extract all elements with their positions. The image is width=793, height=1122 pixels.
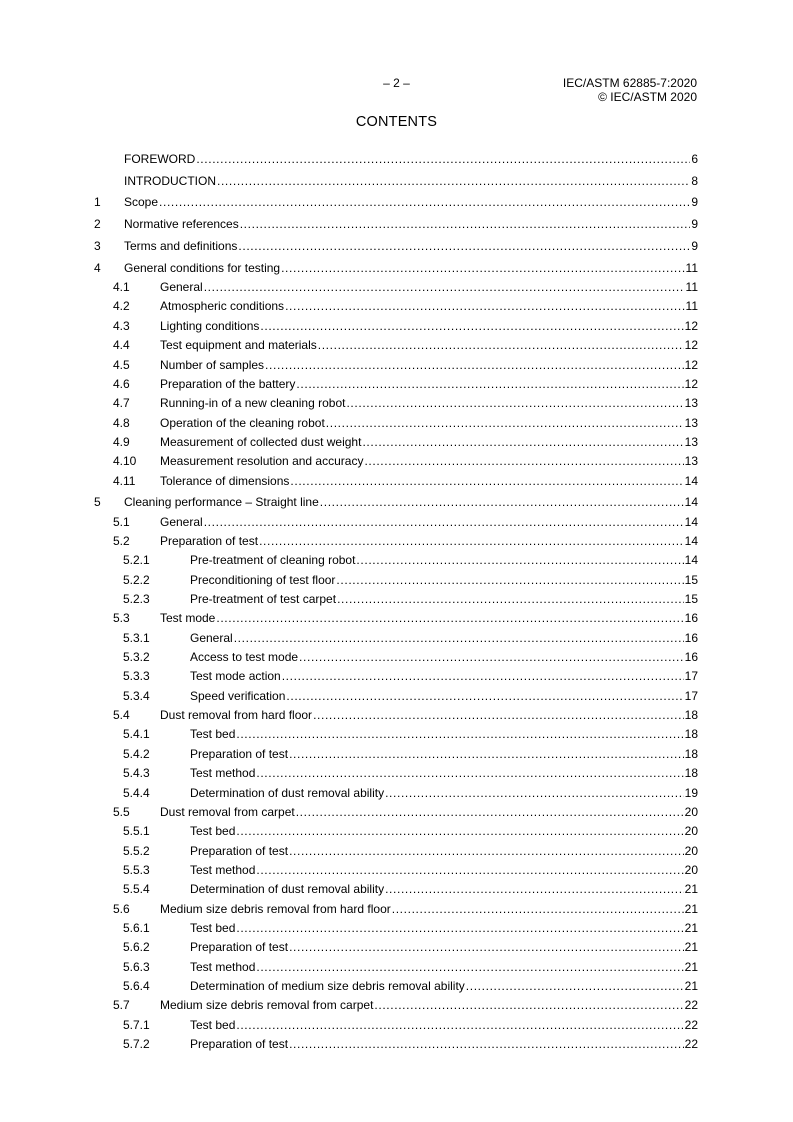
toc-entry-number: 4.10: [113, 454, 137, 469]
toc-entry[interactable]: [94, 896, 698, 915]
toc-entry-title: Speed verification: [190, 688, 286, 703]
toc-dot-leader: [290, 476, 683, 488]
toc-entry[interactable]: [94, 231, 698, 253]
toc-entry-title: Access to test mode: [190, 650, 299, 665]
toc-entry-page: 18: [684, 746, 698, 761]
toc-entry[interactable]: [94, 741, 698, 760]
toc-entry-page: 22: [684, 1036, 698, 1051]
toc-entry-number: 5.7.1: [123, 1017, 150, 1032]
toc-entry-title: Measurement resolution and accuracy: [160, 454, 364, 469]
toc-entry[interactable]: [94, 410, 698, 429]
toc-entry-title: Lighting conditions: [160, 318, 260, 333]
toc-entry-number: 5.2: [113, 534, 130, 549]
toc-dot-leader: [289, 942, 684, 954]
toc-dot-leader: [281, 263, 684, 275]
toc-dot-leader: [296, 379, 683, 391]
document-identifier: [563, 76, 697, 104]
toc-entry-title: Test mode action: [190, 669, 281, 684]
toc-entry-page: 21: [684, 920, 698, 935]
toc-entry-page: 21: [684, 882, 698, 897]
toc-entry-title: Test mode: [160, 611, 216, 626]
toc-entry-page: 8: [691, 173, 698, 188]
toc-entry-page: 13: [684, 454, 698, 469]
toc-entry-page: 16: [684, 630, 698, 645]
toc-entry-number: 5.4.3: [123, 766, 150, 781]
toc-entry-number: 5.3.2: [123, 650, 150, 665]
toc-entry-page: 13: [684, 396, 698, 411]
toc-entry-number: 5.2.3: [123, 592, 150, 607]
toc-entry-title: Determination of dust removal ability: [190, 882, 385, 897]
toc-entry[interactable]: [94, 391, 698, 410]
toc-entry-page: 12: [684, 318, 698, 333]
toc-dot-leader: [159, 197, 690, 209]
toc-entry-title: General conditions for testing: [124, 260, 281, 275]
toc-entry-number: 5.3.3: [123, 669, 150, 684]
toc-entry-number: 5.5: [113, 804, 130, 819]
toc-entry-number: 5.6.3: [123, 959, 150, 974]
toc-dot-leader: [236, 923, 683, 935]
toc-entry-number: 4.9: [113, 434, 130, 449]
toc-entry-number: 5.1: [113, 514, 130, 529]
toc-entry-page: 9: [691, 195, 698, 210]
toc-entry-title: Pre-treatment of cleaning robot: [190, 553, 356, 568]
toc-entry-title: Operation of the cleaning robot: [160, 415, 325, 430]
toc-dot-leader: [289, 846, 684, 858]
toc-dot-leader: [299, 652, 684, 664]
toc-entry[interactable]: [94, 761, 698, 780]
toc-entry[interactable]: [94, 858, 698, 877]
toc-entry[interactable]: [94, 780, 698, 799]
toc-entry-number: 3: [94, 238, 101, 253]
toc-entry-title: Normative references: [124, 217, 239, 232]
toc-dot-leader: [289, 1039, 684, 1051]
toc-entry-page: 18: [684, 766, 698, 781]
toc-entry-number: 5.6.4: [123, 978, 150, 993]
toc-entry[interactable]: [94, 935, 698, 954]
toc-entry-title: Test method: [190, 862, 256, 877]
toc-entry-title: Preparation of test: [160, 534, 259, 549]
toc-entry-page: 20: [684, 824, 698, 839]
toc-entry[interactable]: [94, 166, 698, 188]
toc-dot-leader: [256, 865, 683, 877]
toc-dot-leader: [296, 807, 684, 819]
toc-entry-title: Test bed: [190, 727, 236, 742]
toc-entry-page: 6: [691, 151, 698, 166]
toc-entry-page: 20: [684, 804, 698, 819]
toc-entry[interactable]: [94, 606, 698, 625]
toc-entry-title: Medium size debris removal from hard floor: [160, 901, 391, 916]
toc-entry-page: 15: [684, 592, 698, 607]
toc-entry-number: 4.3: [113, 318, 130, 333]
toc-entry-number: 4.11: [113, 473, 136, 488]
toc-entry-title: Tolerance of dimensions: [160, 473, 290, 488]
contents-title: CONTENTS: [355, 114, 438, 130]
toc-entry-title: Preparation of test: [190, 940, 289, 955]
toc-dot-leader: [285, 301, 684, 313]
toc-entry-page: 14: [684, 514, 698, 529]
toc-entry-number: 5.4.1: [123, 727, 150, 742]
toc-entry-page: 14: [684, 473, 698, 488]
toc-dot-leader: [236, 826, 683, 838]
toc-entry-number: 2: [94, 217, 101, 232]
toc-entry-page: 14: [684, 553, 698, 568]
toc-dot-leader: [204, 282, 685, 294]
toc-entry-number: 5.5.1: [123, 824, 150, 839]
toc-entry-title: Number of samples: [160, 357, 265, 372]
toc-entry-title: Test bed: [190, 824, 236, 839]
toc-entry[interactable]: [94, 529, 698, 548]
toc-entry-page: 12: [684, 376, 698, 391]
toc-entry-page: 12: [684, 338, 698, 353]
toc-entry-page: 20: [684, 862, 698, 877]
toc-entry[interactable]: [94, 993, 698, 1012]
toc-entry-title: Test method: [190, 766, 256, 781]
toc-entry-page: 11: [685, 299, 698, 314]
toc-entry-title: INTRODUCTION: [124, 173, 216, 188]
toc-entry-page: 18: [684, 708, 698, 723]
toc-entry-page: 13: [684, 434, 698, 449]
toc-entry-page: 16: [684, 611, 698, 626]
toc-entry[interactable]: [94, 664, 698, 683]
toc-dot-leader: [320, 497, 684, 509]
toc-entry-title: Test equipment and materials: [160, 338, 317, 353]
toc-entry[interactable]: [94, 449, 698, 468]
toc-dot-leader: [362, 437, 683, 449]
toc-dot-leader: [289, 749, 684, 761]
toc-entry-page: 11: [685, 260, 698, 275]
toc-entry-number: 5.6.2: [123, 940, 150, 955]
toc-entry-page: 19: [684, 785, 698, 800]
toc-entry-page: 21: [684, 901, 698, 916]
toc-dot-leader: [385, 884, 684, 896]
toc-entry[interactable]: [94, 548, 698, 567]
toc-entry-title: Preparation of test: [190, 746, 289, 761]
toc-entry-number: 5.6: [113, 901, 130, 916]
toc-dot-leader: [286, 691, 683, 703]
toc-entry[interactable]: [94, 625, 698, 644]
toc-dot-leader: [256, 768, 683, 780]
toc-entry-number: 4.6: [113, 376, 130, 391]
toc-dot-leader: [259, 536, 684, 548]
toc-dot-leader: [234, 633, 684, 645]
toc-entry-number: 5.6.1: [123, 920, 150, 935]
table-of-contents: [94, 144, 698, 1051]
toc-dot-leader: [318, 340, 684, 352]
toc-entry[interactable]: [94, 587, 698, 606]
toc-entry-title: Dust removal from hard floor: [160, 708, 313, 723]
toc-entry-page: 14: [684, 534, 698, 549]
toc-dot-leader: [392, 904, 684, 916]
toc-dot-leader: [256, 962, 683, 974]
toc-entry[interactable]: [94, 800, 698, 819]
toc-entry-number: 4.1: [113, 280, 130, 295]
toc-entry[interactable]: [94, 819, 698, 838]
toc-entry[interactable]: [94, 188, 698, 210]
toc-entry-number: 5.3.1: [123, 630, 150, 645]
toc-entry-page: 15: [684, 572, 698, 587]
toc-entry-number: 4.8: [113, 415, 130, 430]
toc-entry-number: 1: [94, 195, 101, 210]
toc-entry-number: 5.4: [113, 708, 130, 723]
copyright-notice: © IEC/ASTM 2020: [598, 90, 697, 104]
toc-entry-title: Preparation of test: [190, 843, 289, 858]
toc-entry-page: 17: [684, 669, 698, 684]
toc-entry-page: 16: [684, 650, 698, 665]
toc-dot-leader: [236, 1020, 683, 1032]
toc-dot-leader: [217, 176, 690, 188]
toc-entry[interactable]: [94, 294, 698, 313]
toc-dot-leader: [265, 360, 684, 372]
toc-entry-title: Preparation of the battery: [160, 376, 296, 391]
toc-entry[interactable]: [94, 488, 698, 510]
toc-entry[interactable]: [94, 352, 698, 371]
toc-dot-leader: [356, 555, 683, 567]
toc-entry[interactable]: [94, 722, 698, 741]
toc-entry-number: 4: [94, 260, 101, 275]
toc-entry-title: Dust removal from carpet: [160, 804, 295, 819]
toc-entry-number: 4.4: [113, 338, 130, 353]
toc-entry-title: Determination of medium size debris removal ability: [190, 978, 465, 993]
toc-entry-page: 22: [684, 1017, 698, 1032]
toc-entry-title: Scope: [124, 195, 159, 210]
toc-entry-page: 9: [691, 238, 698, 253]
toc-entry-title: Cleaning performance – Straight line: [124, 495, 319, 510]
toc-dot-leader: [337, 594, 684, 606]
toc-entry[interactable]: [94, 683, 698, 702]
toc-dot-leader: [238, 241, 690, 253]
toc-entry-title: Measurement of collected dust weight: [160, 434, 362, 449]
toc-entry-page: 14: [684, 495, 698, 510]
toc-entry-page: 12: [684, 357, 698, 372]
toc-entry-title: Determination of dust removal ability: [190, 785, 385, 800]
toc-entry-title: Terms and definitions: [124, 238, 238, 253]
toc-entry-number: 5.5.4: [123, 882, 150, 897]
toc-entry-number: 4.5: [113, 357, 130, 372]
toc-entry[interactable]: [94, 838, 698, 857]
toc-entry-number: 5.4.2: [123, 746, 150, 761]
toc-entry[interactable]: [94, 567, 698, 586]
toc-entry-number: 5.2.2: [123, 572, 150, 587]
toc-entry-number: 5: [94, 495, 101, 510]
toc-entry[interactable]: [94, 333, 698, 352]
toc-entry-title: Test method: [190, 959, 256, 974]
toc-dot-leader: [260, 321, 683, 333]
toc-entry-page: 11: [685, 280, 698, 295]
toc-entry[interactable]: [94, 209, 698, 231]
toc-entry-title: Preconditioning of test floor: [190, 572, 336, 587]
toc-dot-leader: [374, 1000, 683, 1012]
toc-entry[interactable]: [94, 430, 698, 449]
toc-entry-title: Test bed: [190, 1017, 236, 1032]
toc-entry[interactable]: [94, 645, 698, 664]
toc-entry[interactable]: [94, 954, 698, 973]
toc-entry-page: 21: [684, 978, 698, 993]
toc-entry-page: 21: [684, 959, 698, 974]
toc-entry-title: General: [160, 280, 203, 295]
toc-entry-page: 17: [684, 688, 698, 703]
toc-dot-leader: [204, 517, 684, 529]
toc-entry-number: 5.2.1: [123, 553, 150, 568]
toc-entry-number: 5.3: [113, 611, 130, 626]
toc-dot-leader: [336, 575, 683, 587]
toc-entry-title: Medium size debris removal from carpet: [160, 998, 374, 1013]
toc-entry[interactable]: [94, 509, 698, 528]
toc-entry[interactable]: [94, 253, 698, 275]
toc-dot-leader: [346, 398, 683, 410]
toc-dot-leader: [216, 613, 683, 625]
toc-entry-title: Pre-treatment of test carpet: [190, 592, 337, 607]
toc-entry-title: General: [190, 630, 233, 645]
toc-entry-title: General: [160, 514, 203, 529]
toc-entry[interactable]: [94, 1032, 698, 1051]
toc-entry[interactable]: [94, 974, 698, 993]
toc-dot-leader: [364, 456, 683, 468]
toc-entry-number: 5.4.4: [123, 785, 150, 800]
toc-dot-leader: [282, 671, 684, 683]
toc-entry-page: 20: [684, 843, 698, 858]
toc-entry-page: 22: [684, 998, 698, 1013]
toc-entry-page: 18: [684, 727, 698, 742]
toc-dot-leader: [385, 788, 684, 800]
toc-entry[interactable]: [94, 1012, 698, 1031]
toc-entry[interactable]: [94, 313, 698, 332]
toc-entry[interactable]: [94, 877, 698, 896]
toc-entry-title: Atmospheric conditions: [160, 299, 285, 314]
toc-entry-title: Test bed: [190, 920, 236, 935]
toc-entry-number: 5.7: [113, 998, 130, 1013]
document-number: IEC/ASTM 62885-7:2020: [562, 76, 697, 90]
toc-entry[interactable]: [94, 468, 698, 487]
toc-entry-number: 5.3.4: [123, 688, 150, 703]
toc-entry-number: 5.5.3: [123, 862, 150, 877]
toc-entry[interactable]: [94, 275, 698, 294]
toc-entry[interactable]: [94, 916, 698, 935]
toc-dot-leader: [466, 981, 684, 993]
toc-dot-leader: [313, 710, 684, 722]
toc-dot-leader: [196, 154, 690, 166]
toc-entry-number: 4.2: [113, 299, 130, 314]
toc-entry-title: Running-in of a new cleaning robot: [160, 396, 346, 411]
toc-entry-number: 4.7: [113, 396, 130, 411]
toc-entry[interactable]: [94, 372, 698, 391]
toc-entry-page: 9: [691, 217, 698, 232]
toc-entry-number: 5.7.2: [123, 1036, 150, 1051]
toc-dot-leader: [240, 219, 691, 231]
toc-entry-title: FOREWORD: [124, 151, 196, 166]
toc-entry[interactable]: [94, 144, 698, 166]
toc-entry-page: 21: [684, 940, 698, 955]
toc-entry-title: Preparation of test: [190, 1036, 289, 1051]
toc-entry-number: 5.5.2: [123, 843, 150, 858]
toc-entry-page: 13: [684, 415, 698, 430]
toc-dot-leader: [326, 418, 684, 430]
toc-entry[interactable]: [94, 703, 698, 722]
toc-dot-leader: [236, 729, 683, 741]
page-number: – 2 –: [383, 76, 410, 90]
